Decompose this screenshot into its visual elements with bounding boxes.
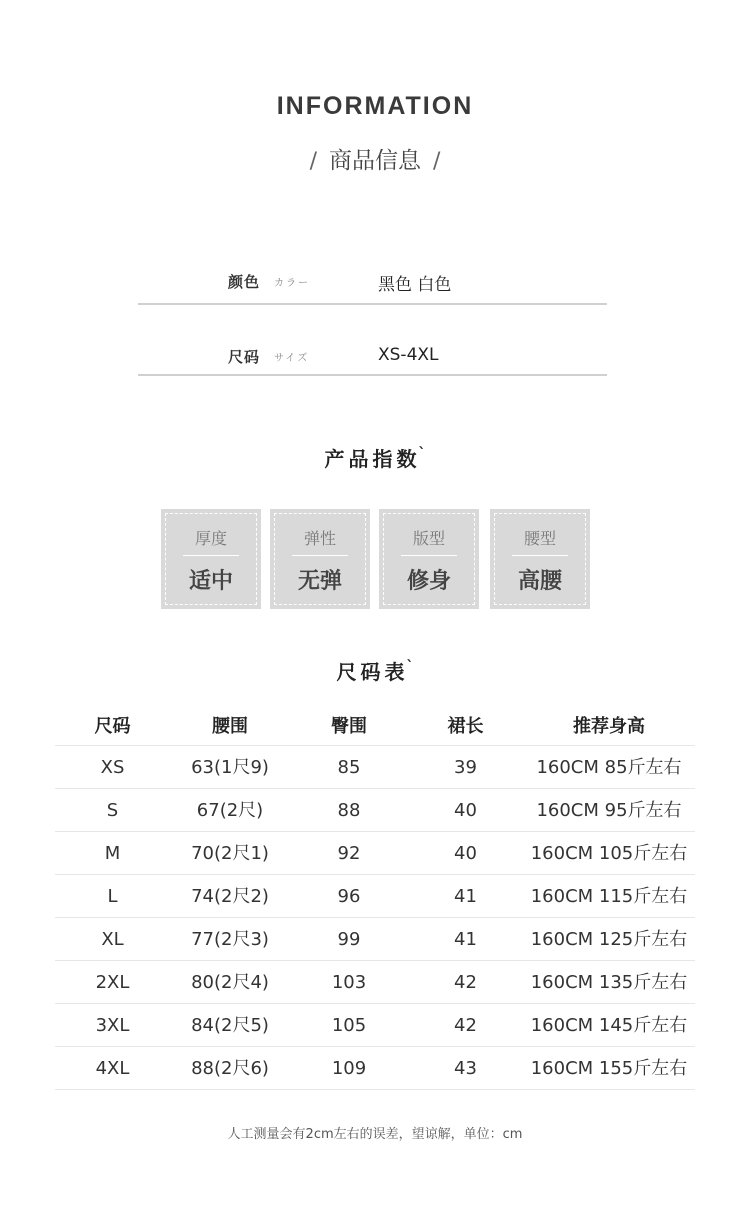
column-header: 尺码 — [94, 716, 131, 737]
table-cell: 77(2尺3) — [191, 929, 269, 950]
table-row — [55, 875, 695, 918]
index-box-category: 弹性 — [303, 529, 336, 548]
table-cell: 160CM 85斤左右 — [536, 757, 682, 778]
slash-right: / — [433, 149, 441, 174]
table-cell: 40 — [454, 843, 477, 864]
size-table — [55, 708, 695, 1090]
table-cell: 103 — [331, 972, 367, 993]
index-box-category: 腰型 — [523, 529, 556, 548]
info-sublabel-color: カラー — [274, 278, 310, 289]
table-cell: 40 — [454, 800, 477, 821]
column-header: 推荐身高 — [573, 716, 645, 737]
table-cell: 109 — [331, 1058, 367, 1079]
index-box-elasticity — [270, 509, 370, 609]
table-cell: 105 — [331, 1015, 367, 1036]
table-cell: 160CM 115斤左右 — [530, 886, 688, 907]
table-header — [55, 708, 695, 746]
size-section-title-row — [0, 656, 750, 685]
table-cell: 160CM 135斤左右 — [530, 972, 688, 993]
table-row — [55, 1047, 695, 1090]
page-subtitle: 商品信息 — [329, 148, 421, 174]
index-box-category: 版型 — [412, 529, 445, 548]
table-cell: 99 — [337, 929, 361, 950]
table-row — [55, 832, 695, 875]
table-row — [55, 746, 695, 789]
table-cell: S — [106, 800, 119, 821]
column-header: 臀围 — [331, 716, 367, 737]
index-box-value: 无弹 — [297, 569, 342, 594]
measurement-note: 人工测量会有2cm左右的误差，望谅解，单位：cm — [227, 1127, 523, 1142]
index-box-value: 修身 — [406, 569, 451, 594]
info-row-size — [138, 340, 607, 370]
table-cell: 41 — [454, 886, 477, 907]
divider — [138, 374, 607, 376]
index-section-title-row — [0, 443, 750, 472]
index-box-value: 适中 — [188, 569, 233, 594]
tick-mark-icon: ˋ — [406, 659, 414, 676]
info-value-color: 黑色 白色 — [378, 275, 452, 295]
size-section-title: 尺码表 — [336, 660, 409, 684]
column-header: 裙长 — [447, 716, 484, 737]
slash-left: / — [309, 149, 317, 174]
table-cell: M — [104, 843, 121, 864]
table-cell: 88 — [337, 800, 361, 821]
info-label-color: 颜色 — [228, 273, 261, 291]
table-cell: 160CM 105斤左右 — [530, 843, 688, 864]
table-cell: 43 — [454, 1058, 477, 1079]
table-cell: 42 — [454, 972, 477, 993]
table-cell: 42 — [454, 1015, 477, 1036]
info-value-size: XS-4XL — [378, 345, 439, 365]
index-box-divider — [401, 555, 457, 556]
table-cell: 160CM 145斤左右 — [530, 1015, 688, 1036]
table-row — [55, 789, 695, 832]
index-box-thickness — [161, 509, 261, 609]
info-sublabel-size: サイズ — [274, 353, 310, 364]
table-cell: 70(2尺1) — [191, 843, 269, 864]
table-cell: 4XL — [95, 1058, 130, 1079]
table-cell: 84(2尺5) — [191, 1015, 269, 1036]
table-cell: 160CM 155斤左右 — [530, 1058, 688, 1079]
index-box-value: 高腰 — [517, 569, 562, 594]
index-box-divider — [183, 555, 239, 556]
table-cell: 88(2尺6) — [191, 1058, 269, 1079]
table-cell: 160CM 125斤左右 — [530, 929, 688, 950]
index-section-title: 产品指数 — [324, 447, 421, 471]
info-row-color — [138, 265, 607, 295]
table-cell: 3XL — [95, 1015, 130, 1036]
divider — [138, 303, 607, 305]
table-cell: 80(2尺4) — [191, 972, 269, 993]
table-row — [55, 1004, 695, 1047]
index-box-divider — [292, 555, 348, 556]
tick-mark-icon: ˋ — [418, 446, 426, 463]
table-cell: 85 — [337, 757, 361, 778]
table-cell: L — [107, 886, 118, 907]
table-cell: 74(2尺2) — [191, 886, 269, 907]
table-cell: 2XL — [95, 972, 130, 993]
info-label-size: 尺码 — [228, 348, 261, 366]
index-box-waist-type — [490, 509, 590, 609]
table-cell: 160CM 95斤左右 — [536, 800, 682, 821]
column-header: 腰围 — [212, 716, 248, 737]
table-cell: XS — [100, 757, 125, 778]
table-cell: 67(2尺) — [196, 800, 264, 821]
table-cell: 96 — [337, 886, 361, 907]
page-subtitle-row — [0, 142, 750, 175]
index-box-fit — [379, 509, 479, 609]
table-row — [55, 961, 695, 1004]
page-title: INFORMATION — [276, 92, 474, 120]
table-cell: 41 — [454, 929, 477, 950]
table-cell: XL — [101, 929, 124, 950]
table-cell: 63(1尺9) — [191, 757, 269, 778]
index-box-category: 厚度 — [194, 529, 227, 548]
index-box-divider — [512, 555, 568, 556]
table-cell: 39 — [454, 757, 477, 778]
table-cell: 92 — [337, 843, 361, 864]
table-row — [55, 918, 695, 961]
